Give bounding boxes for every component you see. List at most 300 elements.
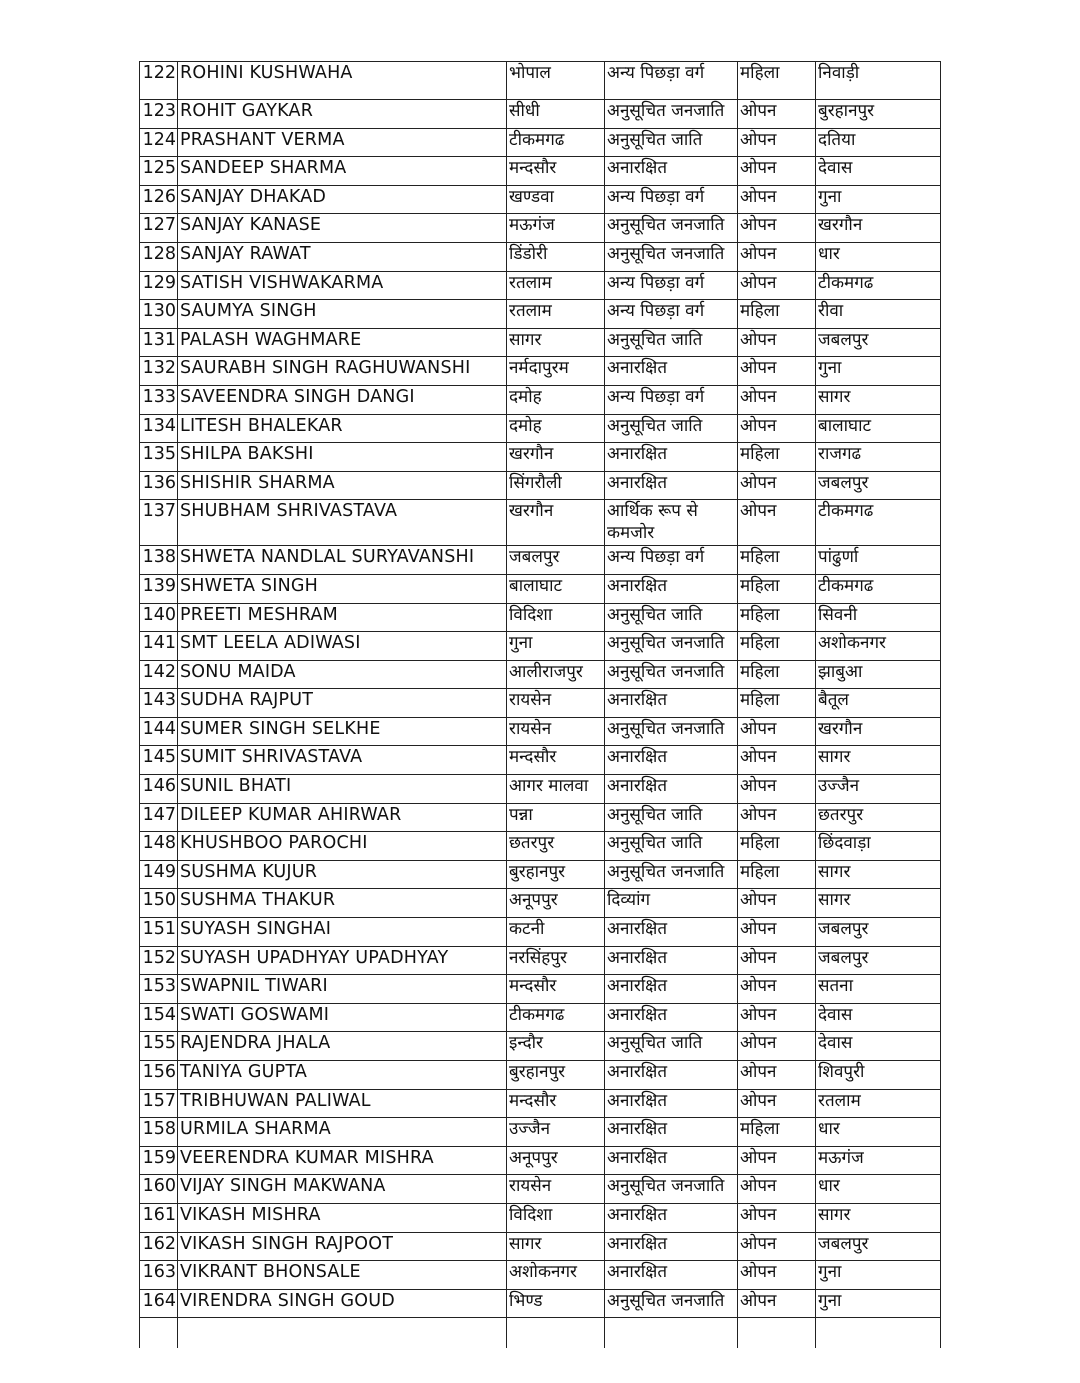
category-cell: अन्य पिछड़ा वर्ग	[605, 300, 738, 329]
home-district-cell: कटनी	[507, 918, 605, 947]
category-cell: अनुसूचित जनजाति	[605, 1175, 738, 1204]
home-district-cell: नर्मदापुरम	[507, 357, 605, 386]
posting-district-cell: गुना	[816, 1289, 941, 1318]
candidate-list-sheet	[139, 61, 940, 1348]
serial-number-cell: 125	[140, 157, 178, 186]
serial-number-cell: 123	[140, 100, 178, 129]
posting-district-cell: छिंदवाड़ा	[816, 832, 941, 861]
serial-number-cell: 163	[140, 1261, 178, 1290]
serial-number-cell: 140	[140, 603, 178, 632]
home-district-cell: रतलाम	[507, 300, 605, 329]
candidate-name-cell: SUYASH SINGHAI	[178, 918, 507, 947]
seat-type-cell: महिला	[738, 689, 816, 718]
category-cell: अनारक्षित	[605, 1089, 738, 1118]
seat-type-cell: ओपन	[738, 128, 816, 157]
category-cell: अनुसूचित जाति	[605, 832, 738, 861]
serial-number-cell: 137	[140, 500, 178, 546]
category-cell: अनुसूचित जाति	[605, 328, 738, 357]
candidate-name-cell: SMT LEELA ADIWASI	[178, 632, 507, 661]
home-district-cell: दमोह	[507, 414, 605, 443]
posting-district-cell: खरगौन	[816, 214, 941, 243]
home-district-cell: रतलाम	[507, 271, 605, 300]
serial-number-cell: 160	[140, 1175, 178, 1204]
seat-type-cell: ओपन	[738, 775, 816, 804]
candidate-name-cell: SUYASH UPADHYAY UPADHYAY	[178, 946, 507, 975]
posting-district-cell: टीकमगढ	[816, 271, 941, 300]
serial-number-cell: 148	[140, 832, 178, 861]
serial-number-cell: 136	[140, 471, 178, 500]
posting-district-cell: झाबुआ	[816, 660, 941, 689]
posting-district-cell: शिवपुरी	[816, 1061, 941, 1090]
posting-district-cell: धार	[816, 1175, 941, 1204]
seat-type-cell: ओपन	[738, 803, 816, 832]
serial-number-cell: 155	[140, 1032, 178, 1061]
candidate-name-cell: VIKASH MISHRA	[178, 1203, 507, 1232]
table-row	[140, 1032, 941, 1061]
table-row	[140, 100, 941, 129]
table-row	[140, 500, 941, 546]
category-cell: दिव्यांग	[605, 889, 738, 918]
seat-type-cell: ओपन	[738, 1003, 816, 1032]
home-district-cell: मन्दसौर	[507, 157, 605, 186]
candidate-name-cell: SUMER SINGH SELKHE	[178, 717, 507, 746]
category-cell: अनारक्षित	[605, 1232, 738, 1261]
seat-type-cell: महिला	[738, 832, 816, 861]
table-row	[140, 1175, 941, 1204]
serial-number-cell: 162	[140, 1232, 178, 1261]
candidate-name-cell: SANDEEP SHARMA	[178, 157, 507, 186]
serial-number-cell: 159	[140, 1146, 178, 1175]
posting-district-cell: धार	[816, 242, 941, 271]
candidate-name-cell: SHISHIR SHARMA	[178, 471, 507, 500]
table-row	[140, 471, 941, 500]
category-cell: अनुसूचित जाति	[605, 1032, 738, 1061]
table-row	[140, 660, 941, 689]
home-district-cell: खरगौन	[507, 500, 605, 546]
candidate-name-cell: VIKRANT BHONSALE	[178, 1261, 507, 1290]
home-district-cell: पन्ना	[507, 803, 605, 832]
posting-district-cell: बुरहानपुर	[816, 100, 941, 129]
home-district-cell: खरगौन	[507, 443, 605, 472]
serial-number-cell: 164	[140, 1289, 178, 1318]
home-district-cell: रायसेन	[507, 689, 605, 718]
posting-district-cell: देवास	[816, 1003, 941, 1032]
candidate-name-cell: URMILA SHARMA	[178, 1118, 507, 1147]
serial-number-cell: 134	[140, 414, 178, 443]
candidate-name-cell: SAURABH SINGH RAGHUWANSHI	[178, 357, 507, 386]
serial-number-cell: 130	[140, 300, 178, 329]
category-cell: अनारक्षित	[605, 157, 738, 186]
serial-number-cell: 161	[140, 1203, 178, 1232]
posting-district-cell: सागर	[816, 746, 941, 775]
table-row	[140, 1203, 941, 1232]
category-cell: अन्य पिछड़ा वर्ग	[605, 271, 738, 300]
candidate-name-cell: VIKASH SINGH RAJPOOT	[178, 1232, 507, 1261]
serial-number-cell: 127	[140, 214, 178, 243]
category-cell: अनारक्षित	[605, 689, 738, 718]
seat-type-cell: ओपन	[738, 157, 816, 186]
category-cell: अनारक्षित	[605, 1118, 738, 1147]
serial-number-cell: 149	[140, 860, 178, 889]
home-district-cell: अनूपपुर	[507, 889, 605, 918]
category-cell: अनुसूचित जनजाति	[605, 660, 738, 689]
seat-type-cell: महिला	[738, 443, 816, 472]
serial-number-cell: 156	[140, 1061, 178, 1090]
serial-number-cell: 147	[140, 803, 178, 832]
table-row	[140, 889, 941, 918]
home-district-cell: छतरपुर	[507, 832, 605, 861]
serial-number-cell: 141	[140, 632, 178, 661]
candidate-name-cell: SWATI GOSWAMI	[178, 1003, 507, 1032]
posting-district-cell: जबलपुर	[816, 328, 941, 357]
serial-number-cell: 124	[140, 128, 178, 157]
seat-type-cell: ओपन	[738, 100, 816, 129]
table-row	[140, 1261, 941, 1290]
serial-number-cell: 133	[140, 385, 178, 414]
table-row	[140, 62, 941, 100]
home-district-cell: मन्दसौर	[507, 746, 605, 775]
category-cell: अनुसूचित जाति	[605, 803, 738, 832]
table-row	[140, 128, 941, 157]
home-district-cell: सीधी	[507, 100, 605, 129]
home-district-cell: उज्जैन	[507, 1118, 605, 1147]
seat-type-cell: महिला	[738, 1118, 816, 1147]
home-district-cell: अनूपपुर	[507, 1146, 605, 1175]
home-district-cell: नरसिंहपुर	[507, 946, 605, 975]
table-row	[140, 946, 941, 975]
candidate-name-cell: ROHIT GAYKAR	[178, 100, 507, 129]
home-district-cell: मऊगंज	[507, 214, 605, 243]
category-cell: अनुसूचित जनजाति	[605, 100, 738, 129]
candidate-table	[139, 61, 941, 1348]
home-district-cell: बालाघाट	[507, 574, 605, 603]
category-cell: अनुसूचित जनजाति	[605, 860, 738, 889]
category-cell: अनारक्षित	[605, 946, 738, 975]
table-row	[140, 746, 941, 775]
candidate-name-cell: ROHINI KUSHWAHA	[178, 62, 507, 100]
candidate-name-cell: SHUBHAM SHRIVASTAVA	[178, 500, 507, 546]
posting-district-cell: सतना	[816, 975, 941, 1004]
table-row	[140, 357, 941, 386]
seat-type-cell: ओपन	[738, 1146, 816, 1175]
posting-district-cell: जबलपुर	[816, 946, 941, 975]
seat-type-cell: ओपन	[738, 328, 816, 357]
candidate-name-cell: SHILPA BAKSHI	[178, 443, 507, 472]
category-cell: अनुसूचित जाति	[605, 603, 738, 632]
seat-type-cell: ओपन	[738, 889, 816, 918]
candidate-name-cell: SANJAY RAWAT	[178, 242, 507, 271]
seat-type-cell: ओपन	[738, 1232, 816, 1261]
candidate-name-cell: RAJENDRA JHALA	[178, 1032, 507, 1061]
home-district-cell: सिंगरौली	[507, 471, 605, 500]
table-row	[140, 271, 941, 300]
table-row	[140, 546, 941, 575]
posting-district-cell: बालाघाट	[816, 414, 941, 443]
seat-type-cell: महिला	[738, 603, 816, 632]
table-row	[140, 603, 941, 632]
table-row	[140, 1003, 941, 1032]
seat-type-cell: ओपन	[738, 242, 816, 271]
home-district-cell: विदिशा	[507, 603, 605, 632]
home-district-cell: टीकमगढ	[507, 1003, 605, 1032]
table-row	[140, 385, 941, 414]
posting-district-cell: सिवनी	[816, 603, 941, 632]
category-cell: अनुसूचित जनजाति	[605, 717, 738, 746]
home-district-cell: बुरहानपुर	[507, 1061, 605, 1090]
table-row	[140, 414, 941, 443]
serial-number-cell: 135	[140, 443, 178, 472]
seat-type-cell: महिला	[738, 300, 816, 329]
candidate-name-cell: SHWETA SINGH	[178, 574, 507, 603]
home-district-cell: टीकमगढ	[507, 128, 605, 157]
posting-district-cell: धार	[816, 1118, 941, 1147]
empty-cell	[178, 1318, 507, 1348]
table-row	[140, 1118, 941, 1147]
category-cell: अनारक्षित	[605, 975, 738, 1004]
posting-district-cell: मऊगंज	[816, 1146, 941, 1175]
serial-number-cell: 139	[140, 574, 178, 603]
serial-number-cell: 158	[140, 1118, 178, 1147]
posting-district-cell: उज्जैन	[816, 775, 941, 804]
table-continuation-row	[140, 1318, 941, 1348]
seat-type-cell: ओपन	[738, 1261, 816, 1290]
candidate-name-cell: VIRENDRA SINGH GOUD	[178, 1289, 507, 1318]
serial-number-cell: 122	[140, 62, 178, 100]
table-row	[140, 832, 941, 861]
candidate-name-cell: SANJAY DHAKAD	[178, 185, 507, 214]
table-row	[140, 860, 941, 889]
candidate-name-cell: DILEEP KUMAR AHIRWAR	[178, 803, 507, 832]
empty-cell	[738, 1318, 816, 1348]
empty-cell	[816, 1318, 941, 1348]
home-district-cell: रायसेन	[507, 717, 605, 746]
table-row	[140, 242, 941, 271]
seat-type-cell: महिला	[738, 546, 816, 575]
table-row	[140, 1146, 941, 1175]
table-row	[140, 1232, 941, 1261]
home-district-cell: डिंडोरी	[507, 242, 605, 271]
seat-type-cell: महिला	[738, 860, 816, 889]
candidate-table-body	[140, 62, 941, 1348]
seat-type-cell: महिला	[738, 632, 816, 661]
posting-district-cell: सागर	[816, 1203, 941, 1232]
seat-type-cell: ओपन	[738, 185, 816, 214]
empty-cell	[605, 1318, 738, 1348]
table-row	[140, 717, 941, 746]
seat-type-cell: ओपन	[738, 271, 816, 300]
posting-district-cell: सागर	[816, 385, 941, 414]
candidate-name-cell: VEERENDRA KUMAR MISHRA	[178, 1146, 507, 1175]
posting-district-cell: जबलपुर	[816, 918, 941, 947]
posting-district-cell: गुना	[816, 357, 941, 386]
posting-district-cell: गुना	[816, 185, 941, 214]
posting-district-cell: देवास	[816, 1032, 941, 1061]
seat-type-cell: ओपन	[738, 1061, 816, 1090]
candidate-name-cell: SATISH VISHWAKARMA	[178, 271, 507, 300]
seat-type-cell: ओपन	[738, 975, 816, 1004]
home-district-cell: मन्दसौर	[507, 1089, 605, 1118]
candidate-name-cell: PREETI MESHRAM	[178, 603, 507, 632]
category-cell: अनारक्षित	[605, 574, 738, 603]
home-district-cell: विदिशा	[507, 1203, 605, 1232]
category-cell: अनारक्षित	[605, 746, 738, 775]
posting-district-cell: छतरपुर	[816, 803, 941, 832]
seat-type-cell: ओपन	[738, 1175, 816, 1204]
posting-district-cell: पांढुर्णा	[816, 546, 941, 575]
category-cell: अनारक्षित	[605, 471, 738, 500]
seat-type-cell: ओपन	[738, 385, 816, 414]
seat-type-cell: ओपन	[738, 471, 816, 500]
serial-number-cell: 142	[140, 660, 178, 689]
home-district-cell: खण्डवा	[507, 185, 605, 214]
empty-cell	[140, 1318, 178, 1348]
seat-type-cell: ओपन	[738, 500, 816, 546]
posting-district-cell: रतलाम	[816, 1089, 941, 1118]
seat-type-cell: ओपन	[738, 1032, 816, 1061]
candidate-name-cell: TRIBHUWAN PALIWAL	[178, 1089, 507, 1118]
candidate-name-cell: PRASHANT VERMA	[178, 128, 507, 157]
candidate-name-cell: KHUSHBOO PAROCHI	[178, 832, 507, 861]
seat-type-cell: ओपन	[738, 357, 816, 386]
seat-type-cell: ओपन	[738, 1089, 816, 1118]
serial-number-cell: 129	[140, 271, 178, 300]
posting-district-cell: अशोकनगर	[816, 632, 941, 661]
candidate-name-cell: SHWETA NANDLAL SURYAVANSHI	[178, 546, 507, 575]
candidate-name-cell: SWAPNIL TIWARI	[178, 975, 507, 1004]
posting-district-cell: दतिया	[816, 128, 941, 157]
seat-type-cell: ओपन	[738, 214, 816, 243]
table-row	[140, 157, 941, 186]
seat-type-cell: महिला	[738, 660, 816, 689]
category-cell: अनारक्षित	[605, 1003, 738, 1032]
serial-number-cell: 152	[140, 946, 178, 975]
posting-district-cell: टीकमगढ	[816, 574, 941, 603]
seat-type-cell: ओपन	[738, 1203, 816, 1232]
category-cell: अनारक्षित	[605, 918, 738, 947]
home-district-cell: सागर	[507, 1232, 605, 1261]
category-cell: अनुसूचित जाति	[605, 414, 738, 443]
serial-number-cell: 151	[140, 918, 178, 947]
candidate-name-cell: SUSHMA THAKUR	[178, 889, 507, 918]
candidate-name-cell: SUMIT SHRIVASTAVA	[178, 746, 507, 775]
table-row	[140, 574, 941, 603]
category-cell: आर्थिक रूप से कमजोर	[605, 500, 738, 546]
serial-number-cell: 146	[140, 775, 178, 804]
posting-district-cell: खरगौन	[816, 717, 941, 746]
table-row	[140, 918, 941, 947]
category-cell: अनारक्षित	[605, 1061, 738, 1090]
home-district-cell: गुना	[507, 632, 605, 661]
candidate-name-cell: SANJAY KANASE	[178, 214, 507, 243]
candidate-name-cell: SUDHA RAJPUT	[178, 689, 507, 718]
home-district-cell: भोपाल	[507, 62, 605, 100]
serial-number-cell: 128	[140, 242, 178, 271]
category-cell: अनारक्षित	[605, 1146, 738, 1175]
posting-district-cell: बैतूल	[816, 689, 941, 718]
candidate-name-cell: PALASH WAGHMARE	[178, 328, 507, 357]
table-row	[140, 975, 941, 1004]
table-row	[140, 689, 941, 718]
serial-number-cell: 132	[140, 357, 178, 386]
table-row	[140, 185, 941, 214]
seat-type-cell: ओपन	[738, 1289, 816, 1318]
table-row	[140, 632, 941, 661]
table-row	[140, 328, 941, 357]
home-district-cell: आगर मालवा	[507, 775, 605, 804]
serial-number-cell: 145	[140, 746, 178, 775]
empty-cell	[507, 1318, 605, 1348]
table-row	[140, 775, 941, 804]
category-cell: अनारक्षित	[605, 775, 738, 804]
candidate-name-cell: LITESH BHALEKAR	[178, 414, 507, 443]
seat-type-cell: महिला	[738, 574, 816, 603]
candidate-name-cell: SAUMYA SINGH	[178, 300, 507, 329]
candidate-name-cell: VIJAY SINGH MAKWANA	[178, 1175, 507, 1204]
serial-number-cell: 153	[140, 975, 178, 1004]
category-cell: अनारक्षित	[605, 1203, 738, 1232]
seat-type-cell: ओपन	[738, 946, 816, 975]
category-cell: अन्य पिछड़ा वर्ग	[605, 62, 738, 100]
table-row	[140, 1289, 941, 1318]
table-row	[140, 803, 941, 832]
category-cell: अनारक्षित	[605, 1261, 738, 1290]
category-cell: अन्य पिछड़ा वर्ग	[605, 546, 738, 575]
posting-district-cell: जबलपुर	[816, 1232, 941, 1261]
category-cell: अनुसूचित जनजाति	[605, 632, 738, 661]
category-cell: अनुसूचित जनजाति	[605, 214, 738, 243]
table-row	[140, 443, 941, 472]
seat-type-cell: ओपन	[738, 918, 816, 947]
seat-type-cell: ओपन	[738, 746, 816, 775]
seat-type-cell: महिला	[738, 62, 816, 100]
candidate-name-cell: TANIYA GUPTA	[178, 1061, 507, 1090]
category-cell: अनुसूचित जनजाति	[605, 242, 738, 271]
serial-number-cell: 157	[140, 1089, 178, 1118]
home-district-cell: जबलपुर	[507, 546, 605, 575]
candidate-name-cell: SONU MAIDA	[178, 660, 507, 689]
serial-number-cell: 131	[140, 328, 178, 357]
serial-number-cell: 144	[140, 717, 178, 746]
posting-district-cell: निवाड़ी	[816, 62, 941, 100]
posting-district-cell: सागर	[816, 889, 941, 918]
home-district-cell: मन्दसौर	[507, 975, 605, 1004]
category-cell: अनुसूचित जनजाति	[605, 1289, 738, 1318]
category-cell: अनारक्षित	[605, 443, 738, 472]
candidate-name-cell: SUSHMA KUJUR	[178, 860, 507, 889]
posting-district-cell: जबलपुर	[816, 471, 941, 500]
candidate-name-cell: SUNIL BHATI	[178, 775, 507, 804]
candidate-name-cell: SAVEENDRA SINGH DANGI	[178, 385, 507, 414]
home-district-cell: आलीराजपुर	[507, 660, 605, 689]
posting-district-cell: राजगढ	[816, 443, 941, 472]
home-district-cell: अशोकनगर	[507, 1261, 605, 1290]
posting-district-cell: गुना	[816, 1261, 941, 1290]
home-district-cell: दमोह	[507, 385, 605, 414]
seat-type-cell: ओपन	[738, 717, 816, 746]
table-row	[140, 214, 941, 243]
home-district-cell: बुरहानपुर	[507, 860, 605, 889]
home-district-cell: भिण्ड	[507, 1289, 605, 1318]
table-row	[140, 1089, 941, 1118]
serial-number-cell: 150	[140, 889, 178, 918]
category-cell: अन्य पिछड़ा वर्ग	[605, 185, 738, 214]
serial-number-cell: 126	[140, 185, 178, 214]
posting-district-cell: टीकमगढ	[816, 500, 941, 546]
posting-district-cell: रीवा	[816, 300, 941, 329]
serial-number-cell: 154	[140, 1003, 178, 1032]
seat-type-cell: ओपन	[738, 414, 816, 443]
table-row	[140, 300, 941, 329]
